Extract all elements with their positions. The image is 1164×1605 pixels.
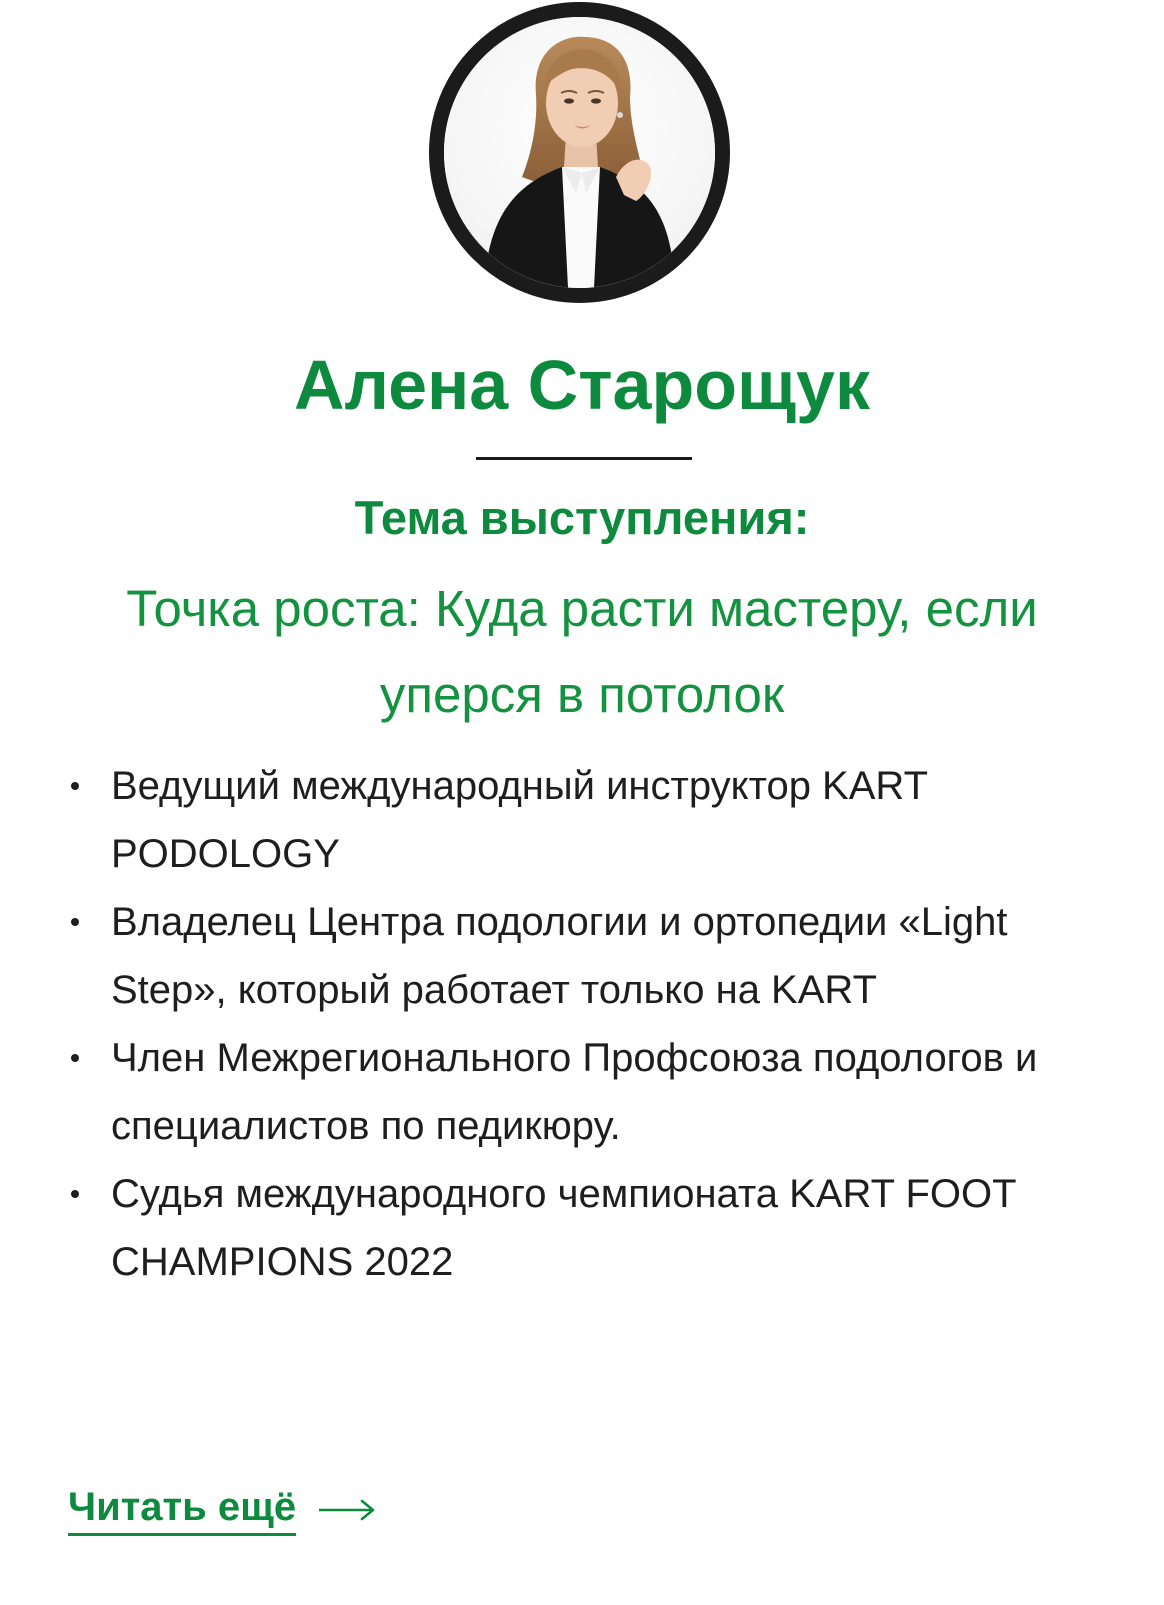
bio-item-text: Ведущий международный инструктор KART PODOLOGY (111, 764, 928, 876)
bio-item (68, 888, 1068, 1024)
bullet-icon (71, 1190, 79, 1198)
bio-item (68, 1160, 1068, 1296)
topic-title: Точка роста: Куда расти мастеру, если уперся в потолок (126, 580, 1038, 723)
speaker-photo (444, 17, 715, 288)
speaker-avatar (429, 2, 730, 303)
topic-label: Тема выступления: (354, 491, 810, 544)
bio-item (68, 752, 1068, 888)
arrow-right-icon (318, 1498, 376, 1522)
read-more-label: Читать ещё (68, 1483, 296, 1536)
bio-item-text: Судья международного чемпионата KART FOOT CHAMPIONS 2022 (111, 1172, 1016, 1284)
bio-list (68, 752, 1068, 1296)
bullet-icon (71, 1054, 79, 1062)
bio-item-text: Член Межрегионального Профсоюза подологов и специалистов по педикюру. (111, 1036, 1038, 1148)
bullet-icon (71, 918, 79, 926)
bio-item (68, 1024, 1068, 1160)
read-more-link[interactable] (68, 1483, 376, 1536)
name-divider (476, 457, 692, 460)
speaker-name: Алена Старощук (294, 346, 870, 424)
bullet-icon (71, 782, 79, 790)
bio-item-text: Владелец Центра подологии и ортопедии «Light Step», который работает только на KART (111, 900, 1008, 1012)
